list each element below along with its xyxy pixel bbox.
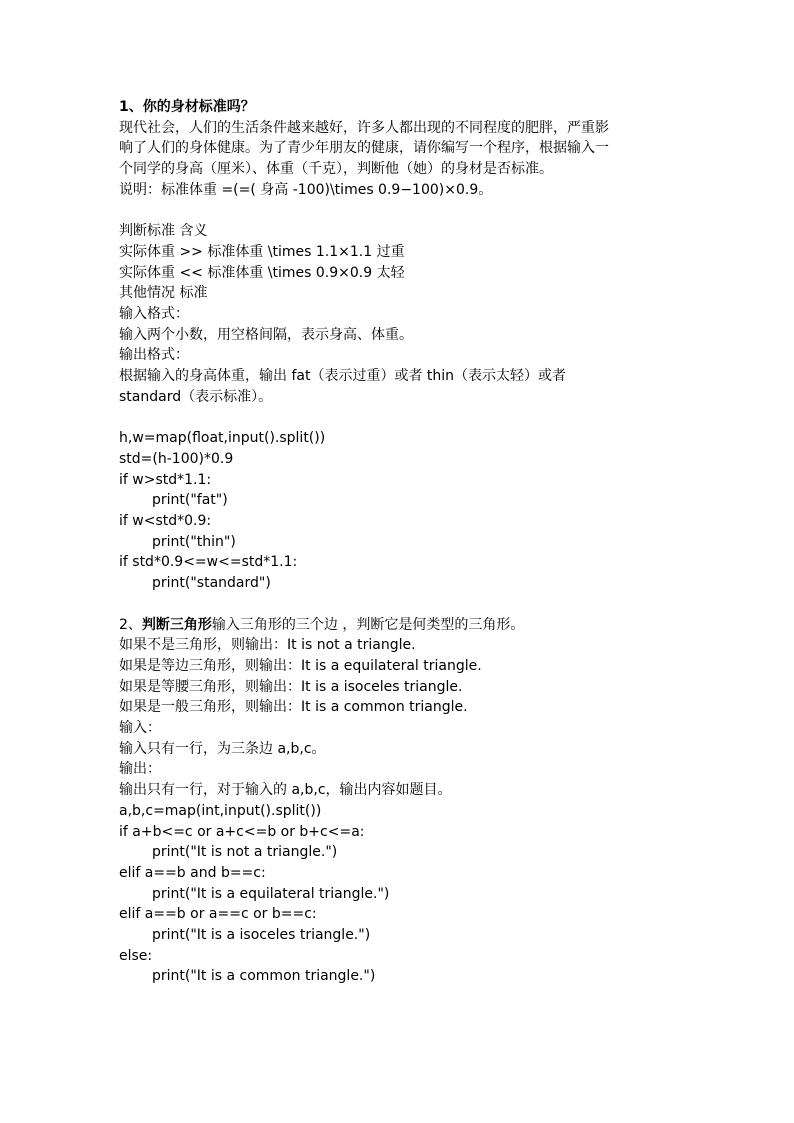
- q2-title-rest: 输入三角形的三个边 ，判断它是何类型的三角形。: [211, 616, 525, 633]
- spacer: [119, 201, 679, 222]
- q2-rule: 如果不是三角形，则输出：It is not a triangle.: [119, 637, 416, 654]
- q2-code-line: print("It is a common triangle."): [152, 968, 376, 985]
- q2-title-prefix: 2、: [119, 616, 142, 633]
- q1-code-line: print("fat"): [152, 492, 228, 509]
- q2-output-label: 输出：: [119, 761, 161, 778]
- q2-input-desc: 输入只有一行，为三条边 a,b,c。: [119, 740, 326, 757]
- q1-code-line: print("thin"): [152, 533, 236, 550]
- q1-criteria-table: [119, 221, 679, 304]
- q1-code-line: if w<std*0.9:: [119, 513, 212, 530]
- q2-rule: 如果是等腰三角形，则输出：It is a isoceles triangle.: [119, 678, 463, 695]
- q1-intro-line: 个同学的身高（厘米）、体重（千克），判断他（她）的身材是否标准。: [119, 161, 553, 178]
- q2-code-line: else:: [119, 947, 153, 964]
- q1-intro-line: 响了人们的身体健康。为了青少年朋友的健康，请你编写一个程序，根据输入一: [119, 140, 609, 157]
- q1-title: 1、你的身材标准吗？: [119, 99, 255, 115]
- q2-code-line: elif a==b and b==c:: [119, 864, 266, 881]
- q2-code-line: if a+b<=c or a+c<=b or b+c<=a:: [119, 823, 365, 840]
- q1-criteria-row: 实际体重 >> 标准体重 \times 1.1×1.1 过重: [119, 243, 405, 260]
- q1-code-line: print("standard"): [152, 575, 271, 592]
- q2-code-line: print("It is a isoceles triangle."): [152, 927, 371, 944]
- q1-formula-note: 说明：标准体重 =(=( 身高 -100)\times 0.9−100)×0.9。: [119, 181, 493, 198]
- q1-input-desc: 输入两个小数，用空格间隔，表示身高、体重。: [119, 326, 413, 343]
- q1-input-label: 输入格式：: [119, 306, 189, 323]
- q1-output-desc: standard（表示标准）。: [119, 388, 273, 405]
- q2-code-line: print("It is not a triangle."): [152, 844, 338, 861]
- spacer: [119, 408, 679, 429]
- q2-rule: 如果是等边三角形，则输出：It is a equilateral triangle.: [119, 657, 482, 674]
- q2-rules: [119, 635, 679, 718]
- q2-code-line: print("It is a equilateral triangle."): [152, 885, 390, 902]
- q2-output-desc: 输出只有一行，对于输入的 a,b,c，输出内容如题目。: [119, 782, 452, 799]
- q2-rule: 如果是一般三角形，则输出：It is a common triangle.: [119, 699, 468, 716]
- q1-code-line: std=(h-100)*0.9: [119, 450, 234, 467]
- q1-intro: [119, 118, 679, 201]
- q1-criteria-row: 其他情况 标准: [119, 285, 208, 302]
- q1-output-label: 输出格式：: [119, 347, 189, 364]
- q1-criteria-row: 判断标准 含义: [119, 223, 208, 240]
- q2-title: [119, 615, 679, 636]
- q1-intro-line: 现代社会，人们的生活条件越来越好，许多人都出现的不同程度的肥胖，严重影: [119, 119, 609, 136]
- q1-code-line: h,w=map(float,input().split()): [119, 430, 326, 447]
- q1-criteria-row: 实际体重 << 标准体重 \times 0.9×0.9 太轻: [119, 264, 405, 281]
- q2-input-label: 输入：: [119, 720, 161, 737]
- q2-title-bold: 判断三角形: [141, 616, 212, 633]
- q2-code-block: [119, 801, 679, 987]
- q2-code-line: a,b,c=map(int,input().split()): [119, 802, 322, 819]
- q1-output-desc: 根据输入的身高体重，输出 fat（表示过重）或者 thin（表示太轻）或者: [119, 368, 567, 385]
- document-page: [119, 97, 679, 987]
- spacer: [119, 594, 679, 615]
- q1-code-line: if std*0.9<=w<=std*1.1:: [119, 554, 298, 571]
- q1-code-line: if w>std*1.1:: [119, 471, 212, 488]
- q1-code-block: [119, 428, 679, 594]
- q2-code-line: elif a==b or a==c or b==c:: [119, 906, 317, 923]
